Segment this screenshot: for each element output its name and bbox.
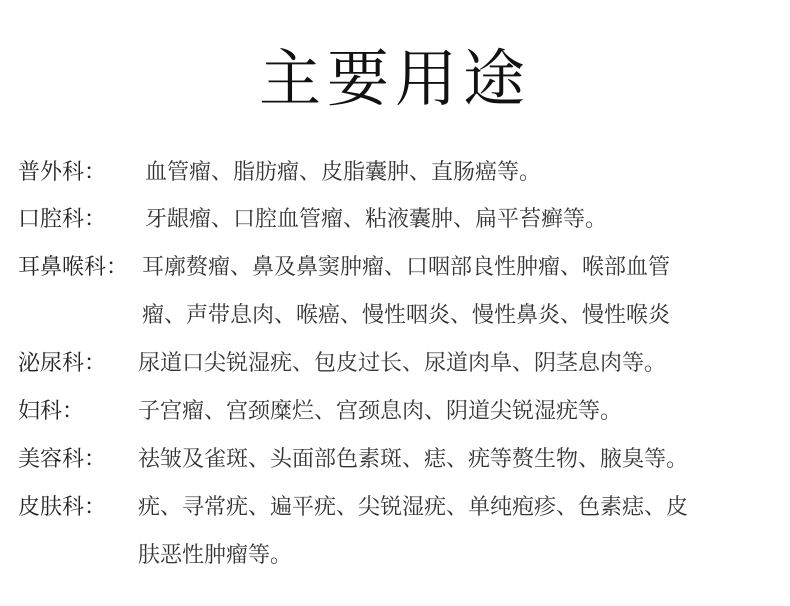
entry-label: 妇科：	[18, 399, 85, 424]
entry-description: 子宫瘤、宫颈糜烂、宫颈息肉、阴道尖锐湿疣等。	[138, 399, 623, 424]
entry-label: 美容科：	[18, 447, 107, 472]
entry-description: 耳廓赘瘤、鼻及鼻窦肿瘤、口咽部良性肿瘤、喉部血管	[142, 255, 671, 280]
entry-description: 祛皱及雀斑、头面部色素斑、痣、疣等赘生物、腋臭等。	[138, 447, 689, 472]
entry-description: 疣、寻常疣、遍平疣、尖锐湿疣、单纯疱疹、色素痣、皮	[138, 495, 689, 520]
entry-label: 口腔科：	[18, 207, 107, 232]
entry-description: 肤恶性肿瘤等。	[138, 543, 293, 568]
entry-description: 牙龈瘤、口腔血管瘤、粘液囊肿、扁平苔癣等。	[145, 207, 608, 232]
entry-label: 普外科：	[18, 160, 107, 185]
entry-label: 耳鼻喉科：	[18, 255, 129, 280]
entry-description: 尿道口尖锐湿疣、包皮过长、尿道肉阜、阴茎息肉等。	[138, 351, 667, 376]
entry-description: 瘤、声带息肉、喉癌、慢性咽炎、慢性鼻炎、慢性喉炎	[142, 303, 671, 328]
entry-label: 泌尿科：	[18, 351, 107, 376]
entry-label: 皮肤科：	[18, 495, 107, 520]
page-title: 主要用途	[258, 42, 531, 115]
entry-description: 血管瘤、脂肪瘤、皮脂囊肿、直肠癌等。	[145, 160, 542, 185]
